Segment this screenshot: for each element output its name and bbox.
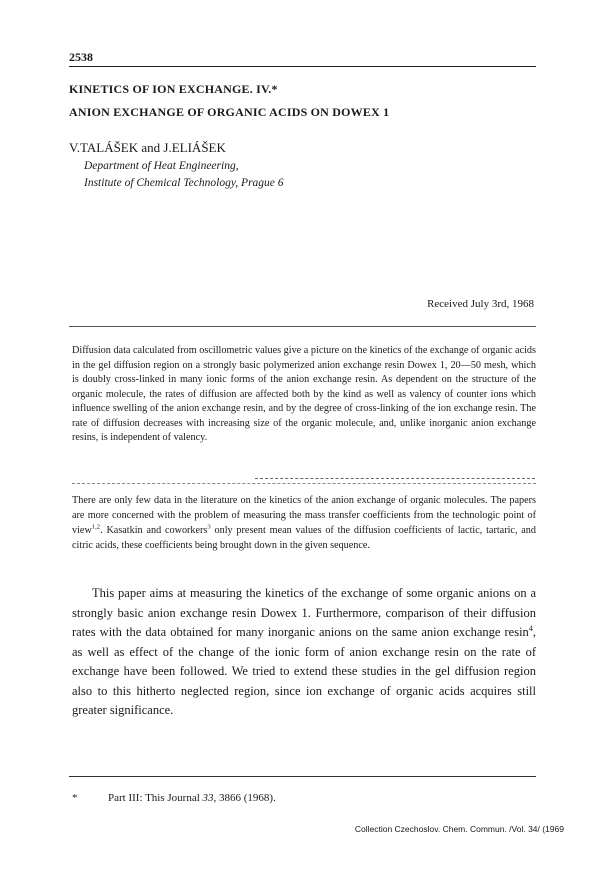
title-line-2: ANION EXCHANGE OF ORGANIC ACIDS ON DOWEX 1 [69,105,390,119]
intro-paragraph: There are only few data in the literature on the kinetics of the anion exchange of organic molecules. The papers are more concerned with the problem of measuring the mass transfer coefficients from the technologic point of view$^{1,2}$. Kasatkin and coworkers$^3$ only present mean values of the diffusion coefficients of lactic, tartaric, and citric acids, these coefficients being brought down in the given sequence. [72,495,536,551]
affiliation-line-2: Institute of Chemical Technology, Prague 6 [84,177,284,189]
reference-4: 4 [528,623,533,633]
page-number: 2538 [69,50,93,64]
abstract-bottom-rule [255,478,535,479]
abstract-top-rule [69,326,536,327]
footnote-volume: 33 [202,792,214,804]
reference-1-2: 1,2 [91,523,101,531]
received-date: Received July 3rd, 1968 [427,298,534,310]
journal-footer: Collection Czechoslov. Chem. Commun. /Vol. 34/ (1969 [354,824,564,834]
header-rule [69,66,536,67]
affiliation-line-1: Department of Heat Engineering, [84,160,239,172]
title-line-1: KINETICS OF ION EXCHANGE. IV.* [69,82,278,96]
authors: V.TALÁŠEK and J.ELIÁŠEK [69,140,226,155]
footnote: * Part III: This Journal 33, 3866 (1968). [72,792,276,804]
body-paragraph: This paper aims at measuring the kinetics of the exchange of some organic anions on a strongly basic anion exchange resin Dowex 1. Furthermore, comparison of their diffusion rates with the data obtained for many inorganic anions on the same anion exchange resin$^4$, as well as effect of the change of the ionic form of anion exchange resin on the rate of exchange have been followed. We tried to extend these studies in the gel diffusion region also to this hitherto neglected region, since ion exchange of organic acids acquires still greater significance. [72,586,536,717]
footnote-rule [69,776,536,777]
section-divider [72,483,536,484]
footnote-mark: * [72,792,78,804]
abstract: Diffusion data calculated from oscillometric values give a picture on the kinetics of the exchange of organic acids in the gel diffusion region on a strongly basic polymerized anion exchange resin Dowex 1, 20—50 mesh, which is doubly cross-linked in many ionic forms of the anion exchange resin. As dependent on the structure of the organic molecule, the rates of diffusion are affected both by the kind as well as valency of counter ions which influence swelling of the anion exchange resin, and by the degree of cross-linking of the ion exchange resin. The rate of diffusion decreases with increasing size of the organic molecule, and, unlike inorganic anion exchange resins, is independent of valency. [72,345,536,443]
reference-3: 3 [207,523,211,531]
